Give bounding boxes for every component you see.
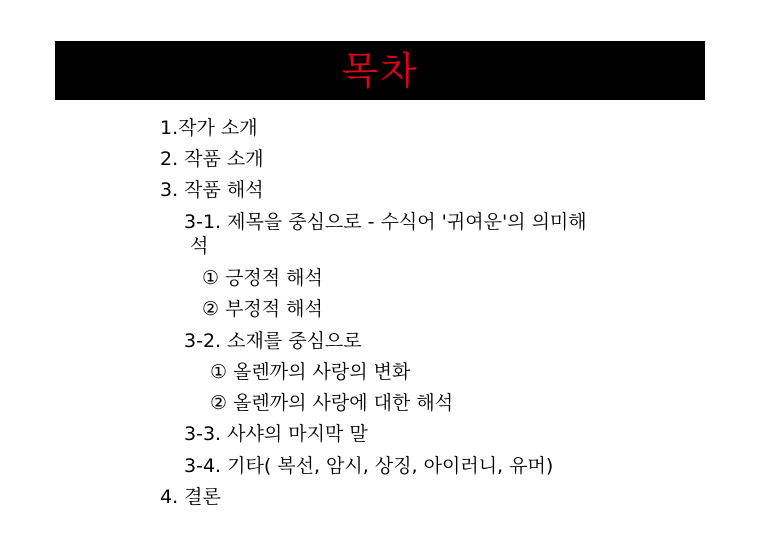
toc-item-4: 4. 결론 (160, 486, 221, 508)
toc-item-3-3: 3-3. 사샤의 마지막 말 (184, 423, 368, 445)
toc-item-3-2: 3-2. 소재를 중심으로 (184, 330, 362, 352)
toc-item-3: 3. 작품 해석 (160, 179, 264, 201)
toc-item-3-1-a: ① 긍정적 해석 (202, 267, 323, 289)
toc-item-3-1-continued: 석 (190, 235, 209, 257)
title-bar (55, 41, 705, 100)
toc-item-3-2-b: ② 올렌까의 사랑에 대한 해석 (210, 392, 454, 414)
toc-item-2: 2. 작품 소개 (160, 148, 264, 170)
toc-item-3-2-a: ① 올렌까의 사랑의 변화 (210, 361, 411, 383)
page-title: 목차 (341, 48, 419, 93)
toc-item-3-1: 3-1. 제목을 중심으로 - 수식어 '귀여운'의 의미해 (184, 211, 587, 233)
toc-item-3-4: 3-4. 기타( 복선, 암시, 상징, 아이러니, 유머) (184, 455, 554, 477)
toc-item-1: 1.작가 소개 (160, 117, 258, 139)
toc-item-3-1-b: ② 부정적 해석 (202, 298, 323, 320)
